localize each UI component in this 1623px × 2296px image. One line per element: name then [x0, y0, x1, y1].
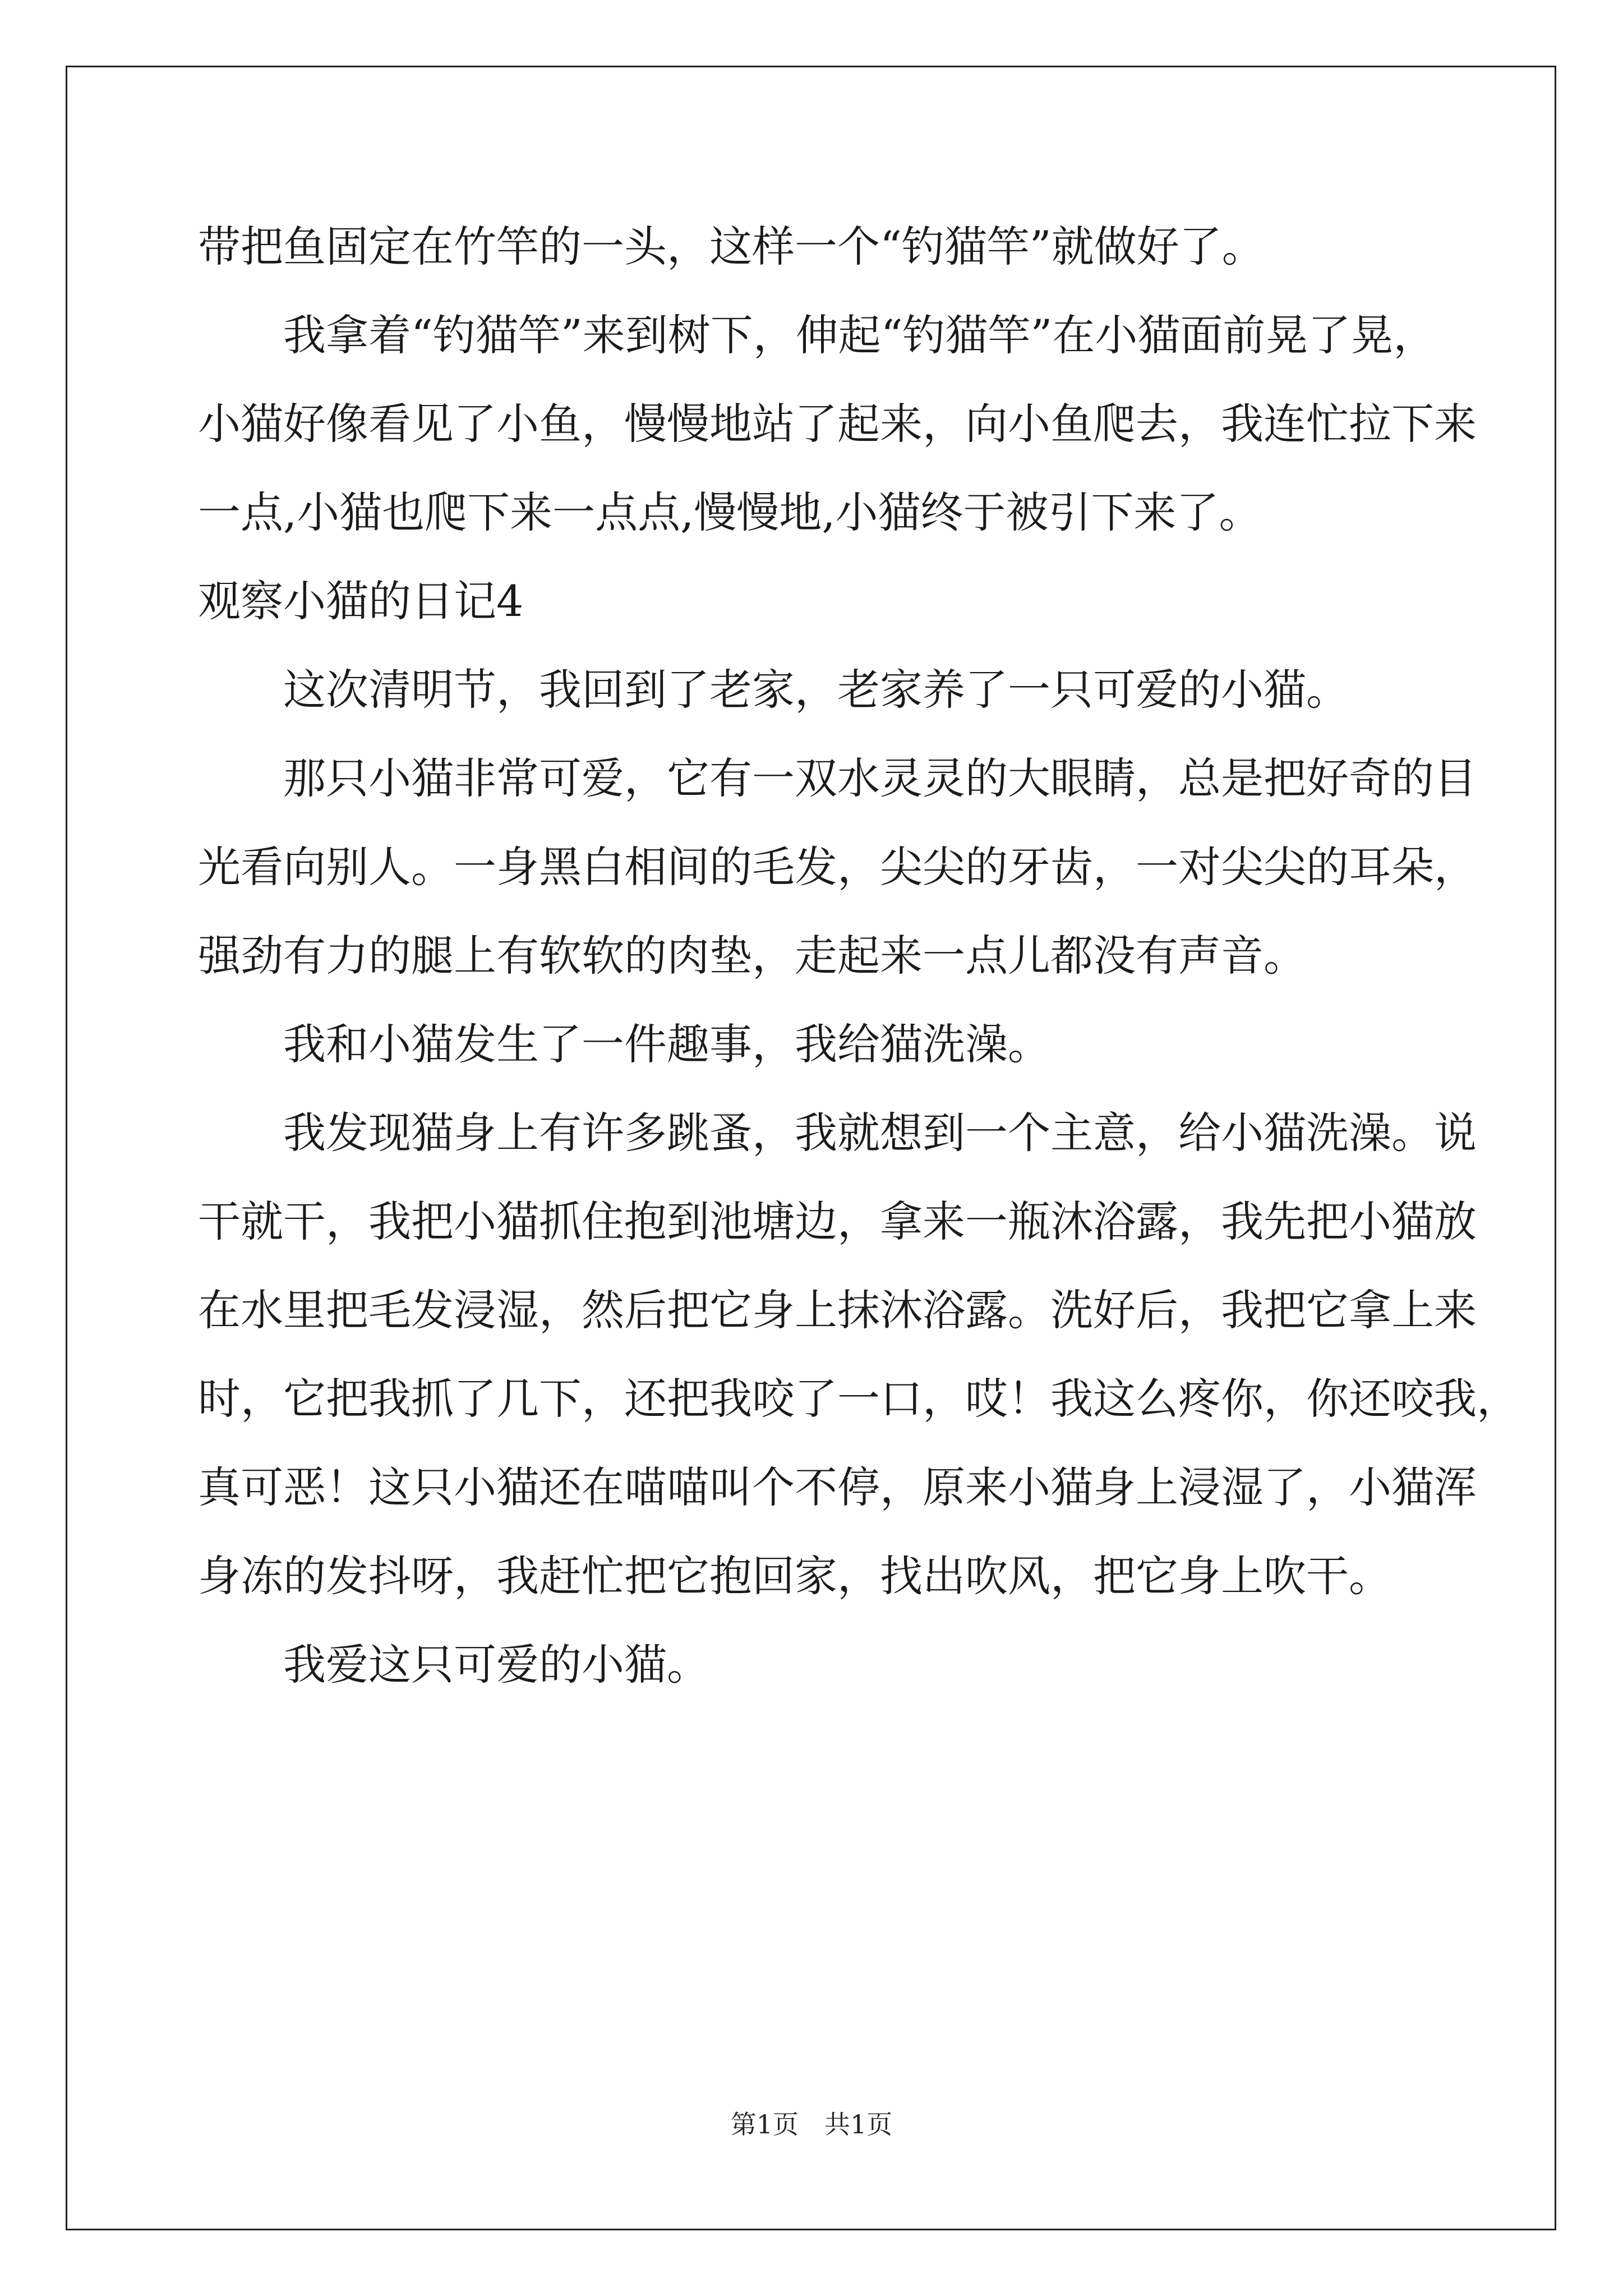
text-line: 我和小猫发生了一件趣事，我给猫洗澡。 — [198, 1019, 1050, 1069]
text-line: 在水里把毛发浸湿，然后把它身上抹沐浴露。洗好后，我把它拿上来 — [198, 1285, 1477, 1335]
text-line: 我爱这只可爱的小猫。 — [198, 1640, 709, 1690]
text-line: 真可恶！这只小猫还在喵喵叫个不停，原来小猫身上浸湿了，小猫浑 — [198, 1462, 1477, 1512]
text-line: 带把鱼固定在竹竿的一头，这样一个“钓猫竿”就做好了。 — [198, 222, 1265, 272]
text-line: 时，它把我抓了几下，还把我咬了一口，哎！我这么疼你，你还咬我， — [198, 1374, 1519, 1424]
text-line: 光看向别人。一身黑白相间的毛发，尖尖的牙齿，一对尖尖的耳朵， — [198, 842, 1477, 892]
text-line: 那只小猫非常可爱，它有一双水灵灵的大眼睛，总是把好奇的目 — [198, 753, 1477, 803]
text-line: 一点,小猫也爬下来一点点,慢慢地,小猫终于被引下来了。 — [198, 487, 1262, 537]
text-line: 身冻的发抖呀，我赶忙把它抱回家，找出吹风，把它身上吹干。 — [198, 1551, 1391, 1601]
text-line: 强劲有力的腿上有软软的肉垫，走起来一点儿都没有声音。 — [198, 931, 1306, 981]
text-line: 这次清明节，我回到了老家，老家养了一只可爱的小猫。 — [198, 665, 1349, 715]
text-line: 我发现猫身上有许多跳蚤，我就想到一个主意，给小猫洗澡。说 — [198, 1108, 1477, 1158]
text-line: 我拿着“钓猫竿”来到树下，伸起“钓猫竿”在小猫面前晃了晃， — [198, 310, 1436, 360]
section-heading: 观察小猫的日记4 — [198, 576, 524, 626]
page-footer: 第1页 共1页 — [730, 2109, 893, 2139]
text-line: 小猫好像看见了小鱼，慢慢地站了起来，向小鱼爬去，我连忙拉下来 — [198, 399, 1477, 449]
text-line: 干就干，我把小猫抓住抱到池塘边，拿来一瓶沐浴露，我先把小猫放 — [198, 1197, 1477, 1246]
